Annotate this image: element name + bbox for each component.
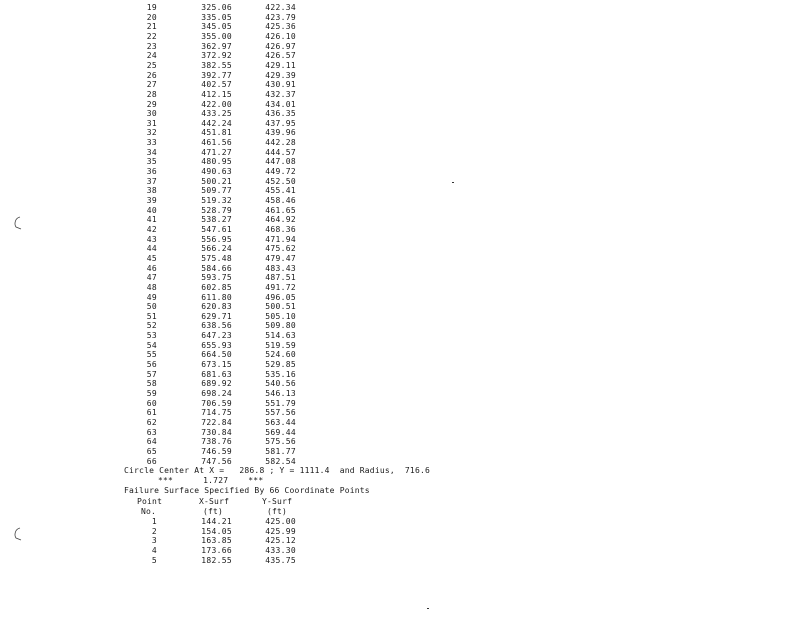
table-row — [0, 206, 320, 216]
y-surf-value: 425.99 — [265, 526, 296, 536]
y-surf-value: 461.65 — [265, 205, 296, 215]
point-number: 51 — [146, 311, 157, 321]
x-surf-value: 335.05 — [201, 12, 232, 22]
x-surf-value: 722.84 — [201, 417, 232, 427]
y-surf-value: 535.16 — [265, 369, 296, 379]
y-surf-value: 425.36 — [265, 22, 296, 32]
point-number: 26 — [146, 70, 157, 80]
x-surf-value: 412.15 — [201, 89, 232, 99]
x-surf-value: 480.95 — [201, 157, 232, 167]
x-surf-value: 730.84 — [201, 427, 232, 437]
y-surf-value: 423.79 — [265, 12, 296, 22]
table-row — [0, 71, 320, 81]
y-surf-value: 429.39 — [265, 70, 296, 80]
point-number: 40 — [146, 205, 157, 215]
point-number: 50 — [146, 302, 157, 312]
point-number: 25 — [146, 60, 157, 70]
x-surf-value: 611.80 — [201, 292, 232, 302]
x-surf-value: 500.21 — [201, 176, 232, 186]
y-surf-value: 426.10 — [265, 31, 296, 41]
y-surf-value: 449.72 — [265, 167, 296, 177]
x-surf-value: 664.50 — [201, 350, 232, 360]
table-row — [0, 42, 320, 52]
table-row — [0, 379, 320, 389]
failure-surface-line: Failure Surface Specified By 66 Coordinate Points — [124, 486, 370, 495]
y-surf-value: 529.85 — [265, 360, 296, 370]
table-row — [0, 196, 320, 206]
point-number: 47 — [146, 273, 157, 283]
table-row — [0, 273, 320, 283]
point-number: 64 — [146, 437, 157, 447]
x-surf-value: 638.56 — [201, 321, 232, 331]
table-row — [0, 418, 320, 428]
point-number: 2 — [151, 526, 157, 536]
table-row — [0, 536, 320, 546]
scan-speck — [427, 608, 429, 609]
point-number: 46 — [146, 263, 157, 273]
table-row — [0, 119, 320, 129]
x-surf-value: 182.55 — [201, 555, 232, 565]
y-surf-value: 569.44 — [265, 427, 296, 437]
x-surf-value: 566.24 — [201, 244, 232, 254]
y-surf-value: 468.36 — [265, 224, 296, 234]
table-row — [0, 186, 320, 196]
punch-hole-mark-bottom — [12, 527, 22, 541]
point-number: 20 — [146, 12, 157, 22]
table-row — [0, 546, 320, 556]
y-surf-value: 557.56 — [265, 408, 296, 418]
header-no: No. — [141, 507, 157, 516]
y-surf-value: 475.62 — [265, 244, 296, 254]
y-surf-value: 581.77 — [265, 446, 296, 456]
x-surf-value: 163.85 — [201, 536, 232, 546]
x-surf-value: 747.56 — [201, 456, 232, 466]
table-row — [0, 264, 320, 274]
scan-speck — [452, 182, 454, 183]
table-row — [0, 517, 320, 527]
table-row — [0, 254, 320, 264]
y-surf-value: 447.08 — [265, 157, 296, 167]
table-row — [0, 447, 320, 457]
x-surf-value: 154.05 — [201, 526, 232, 536]
y-surf-value: 524.60 — [265, 350, 296, 360]
x-surf-value: 451.81 — [201, 128, 232, 138]
point-number: 55 — [146, 350, 157, 360]
y-surf-value: 500.51 — [265, 302, 296, 312]
x-surf-value: 584.66 — [201, 263, 232, 273]
x-surf-value: 547.61 — [201, 224, 232, 234]
y-surf-value: 426.57 — [265, 51, 296, 61]
point-number: 39 — [146, 196, 157, 205]
table-row — [0, 128, 320, 138]
x-surf-value: 461.56 — [201, 138, 232, 148]
circle-center-line: Circle Center At X = 286.8 ; Y = 1111.4 and Radius, 716.6 — [124, 466, 431, 475]
x-surf-value: 647.23 — [201, 331, 232, 341]
x-surf-value: 673.15 — [201, 360, 232, 370]
table-row — [0, 370, 320, 380]
y-surf-value: 496.05 — [265, 292, 296, 302]
header-ysurf-unit: (ft) — [267, 507, 288, 516]
point-number: 62 — [146, 417, 157, 427]
y-surf-value: 455.41 — [265, 186, 296, 196]
y-surf-value: 429.11 — [265, 60, 296, 70]
point-number: 34 — [146, 147, 157, 157]
point-number: 1 — [151, 517, 157, 526]
y-surf-value: 444.57 — [265, 147, 296, 157]
point-number: 22 — [146, 31, 157, 41]
x-surf-value: 490.63 — [201, 167, 232, 177]
x-surf-value: 620.83 — [201, 302, 232, 312]
y-surf-value: 442.28 — [265, 138, 296, 148]
point-number: 61 — [146, 408, 157, 418]
y-surf-value: 582.54 — [265, 456, 296, 466]
point-number: 21 — [146, 22, 157, 32]
table-row — [0, 148, 320, 158]
y-surf-value: 540.56 — [265, 379, 296, 389]
point-number: 58 — [146, 379, 157, 389]
y-surf-value: 436.35 — [265, 109, 296, 119]
x-surf-value: 528.79 — [201, 205, 232, 215]
point-number: 48 — [146, 282, 157, 292]
x-surf-value: 509.77 — [201, 186, 232, 196]
table-row — [0, 215, 320, 225]
point-number: 42 — [146, 224, 157, 234]
table-row — [0, 428, 320, 438]
y-surf-value: 551.79 — [265, 398, 296, 408]
point-number: 24 — [146, 51, 157, 61]
y-surf-value: 437.95 — [265, 118, 296, 128]
header-xsurf-unit: (ft) — [203, 507, 224, 516]
point-number: 33 — [146, 138, 157, 148]
y-surf-value: 439.96 — [265, 128, 296, 138]
table-row — [0, 293, 320, 303]
y-surf-value: 426.97 — [265, 41, 296, 51]
point-number: 36 — [146, 167, 157, 177]
x-surf-value: 144.21 — [201, 517, 232, 526]
y-surf-value: 514.63 — [265, 331, 296, 341]
x-surf-value: 433.25 — [201, 109, 232, 119]
x-surf-value: 575.48 — [201, 253, 232, 263]
point-number: 29 — [146, 99, 157, 109]
table-row — [0, 235, 320, 245]
x-surf-value: 746.59 — [201, 446, 232, 456]
point-number: 60 — [146, 398, 157, 408]
x-surf-value: 706.59 — [201, 398, 232, 408]
header-point: Point — [137, 497, 163, 506]
x-surf-value: 698.24 — [201, 389, 232, 398]
table-row — [0, 13, 320, 23]
y-surf-value: 452.50 — [265, 176, 296, 186]
table-row — [0, 302, 320, 312]
table-row — [0, 556, 320, 566]
y-surf-value: 505.10 — [265, 311, 296, 321]
table-row — [0, 109, 320, 119]
x-surf-value: 714.75 — [201, 408, 232, 418]
point-number: 45 — [146, 253, 157, 263]
table-row — [0, 22, 320, 32]
header-ysurf: Y-Surf — [262, 497, 293, 506]
point-number: 43 — [146, 234, 157, 244]
y-surf-value: 432.37 — [265, 89, 296, 99]
y-surf-value: 458.46 — [265, 196, 296, 205]
y-surf-value: 479.47 — [265, 253, 296, 263]
x-surf-value: 345.05 — [201, 22, 232, 32]
y-surf-value: 487.51 — [265, 273, 296, 283]
table-row — [0, 32, 320, 42]
x-surf-value: 519.32 — [201, 196, 232, 205]
table-row — [0, 399, 320, 409]
point-number: 59 — [146, 389, 157, 398]
table-row — [0, 138, 320, 148]
x-surf-value: 382.55 — [201, 60, 232, 70]
table-row — [0, 360, 320, 370]
point-number: 57 — [146, 369, 157, 379]
point-number: 37 — [146, 176, 157, 186]
x-surf-value: 422.00 — [201, 99, 232, 109]
point-number: 56 — [146, 360, 157, 370]
point-number: 66 — [146, 456, 157, 466]
x-surf-value: 689.92 — [201, 379, 232, 389]
y-surf-value: 430.91 — [265, 80, 296, 90]
point-number: 27 — [146, 80, 157, 90]
x-surf-value: 538.27 — [201, 215, 232, 225]
point-number: 44 — [146, 244, 157, 254]
y-surf-value: 434.01 — [265, 99, 296, 109]
point-number: 49 — [146, 292, 157, 302]
y-surf-value: 422.34 — [265, 3, 296, 12]
x-surf-value: 655.93 — [201, 340, 232, 350]
point-number: 5 — [151, 555, 157, 565]
table-row — [0, 80, 320, 90]
y-surf-value: 435.75 — [265, 555, 296, 565]
x-surf-value: 681.63 — [201, 369, 232, 379]
point-number: 19 — [146, 3, 157, 12]
x-surf-value: 556.95 — [201, 234, 232, 244]
header-xsurf: X-Surf — [199, 497, 230, 506]
point-number: 41 — [146, 215, 157, 225]
x-surf-value: 471.27 — [201, 147, 232, 157]
y-surf-value: 491.72 — [265, 282, 296, 292]
x-surf-value: 355.00 — [201, 31, 232, 41]
x-surf-value: 442.24 — [201, 118, 232, 128]
table-row — [0, 389, 320, 399]
table-row — [0, 331, 320, 341]
point-number: 52 — [146, 321, 157, 331]
y-surf-value: 464.92 — [265, 215, 296, 225]
punch-hole-mark-top — [12, 216, 22, 230]
table-row — [0, 51, 320, 61]
point-number: 32 — [146, 128, 157, 138]
table-row — [0, 350, 320, 360]
y-surf-value: 483.43 — [265, 263, 296, 273]
table-row — [0, 341, 320, 351]
table-row — [0, 321, 320, 331]
table-row — [0, 527, 320, 537]
x-surf-value: 173.66 — [201, 546, 232, 556]
table-row — [0, 157, 320, 167]
table-row — [0, 437, 320, 447]
table-row — [0, 167, 320, 177]
y-surf-value: 425.12 — [265, 536, 296, 546]
table-row — [0, 100, 320, 110]
table-row — [0, 225, 320, 235]
table-row — [0, 408, 320, 418]
point-number: 31 — [146, 118, 157, 128]
x-surf-value: 593.75 — [201, 273, 232, 283]
x-surf-value: 362.97 — [201, 41, 232, 51]
point-number: 28 — [146, 89, 157, 99]
x-surf-value: 392.77 — [201, 70, 232, 80]
y-surf-value: 509.80 — [265, 321, 296, 331]
table-row — [0, 244, 320, 254]
y-surf-value: 433.30 — [265, 546, 296, 556]
x-surf-value: 402.57 — [201, 80, 232, 90]
point-number: 63 — [146, 427, 157, 437]
x-surf-value: 602.85 — [201, 282, 232, 292]
x-surf-value: 372.92 — [201, 51, 232, 61]
table-row — [0, 177, 320, 187]
y-surf-value: 575.56 — [265, 437, 296, 447]
y-surf-value: 546.13 — [265, 389, 296, 398]
x-surf-value: 629.71 — [201, 311, 232, 321]
x-surf-value: 738.76 — [201, 437, 232, 447]
y-surf-value: 519.59 — [265, 340, 296, 350]
point-number: 30 — [146, 109, 157, 119]
y-surf-value: 471.94 — [265, 234, 296, 244]
point-number: 3 — [151, 536, 157, 546]
factor-of-safety-line: *** 1.727 *** — [158, 476, 264, 485]
point-number: 54 — [146, 340, 157, 350]
point-number: 53 — [146, 331, 157, 341]
x-surf-value: 325.06 — [201, 3, 232, 12]
point-number: 35 — [146, 157, 157, 167]
table-row — [0, 283, 320, 293]
table-row — [0, 61, 320, 71]
table-row — [0, 312, 320, 322]
y-surf-value: 563.44 — [265, 417, 296, 427]
table-row — [0, 90, 320, 100]
table-row — [0, 3, 320, 13]
point-number: 65 — [146, 446, 157, 456]
point-number: 38 — [146, 186, 157, 196]
y-surf-value: 425.00 — [265, 517, 296, 526]
point-number: 4 — [151, 546, 157, 556]
point-number: 23 — [146, 41, 157, 51]
